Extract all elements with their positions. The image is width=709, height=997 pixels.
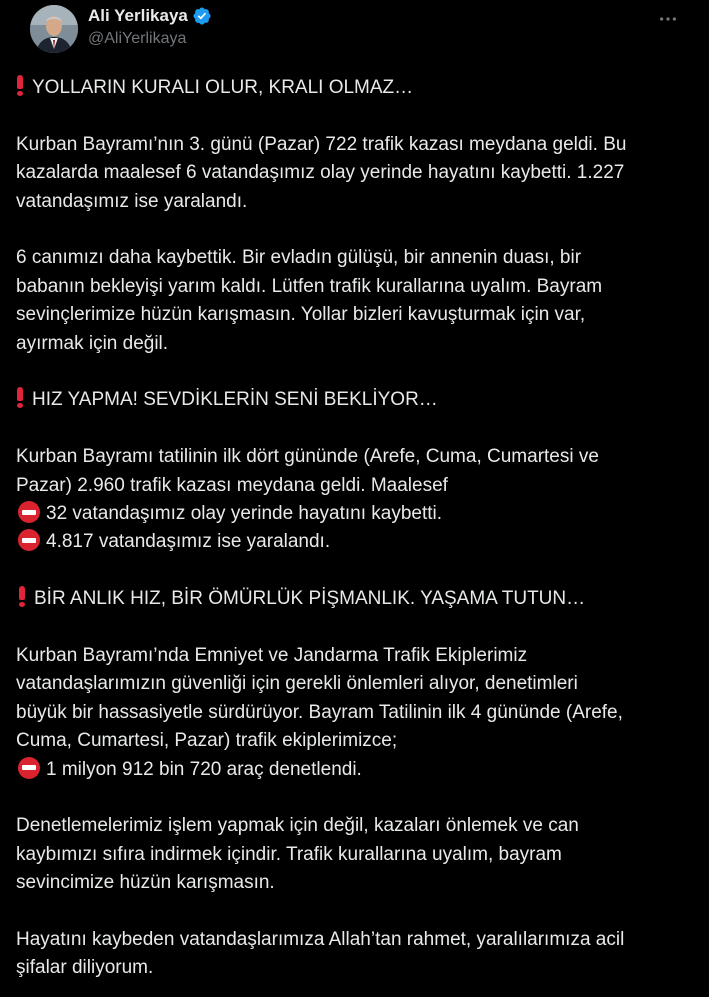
- paragraph-6-line: şifalar diliyorum.: [16, 957, 154, 979]
- red-exclamation-icon: [18, 585, 26, 607]
- paragraph-1-line: Kurban Bayramı’nın 3. günü (Pazar) 722 trafik kazası meydana geldi. Bu: [16, 133, 627, 155]
- display-name[interactable]: Ali Yerlikaya: [88, 6, 188, 25]
- avatar-portrait-icon: [30, 5, 78, 53]
- bullet-deaths: 32 vatandaşımız olay yerinde hayatını kaybetti.: [16, 500, 695, 528]
- more-options-icon[interactable]: [657, 8, 679, 30]
- paragraph-5-line: Denetlemelerimiz işlem yapmak için değil, kazaları önlemek ve can: [16, 815, 579, 837]
- heading-2: HIZ YAPMA! SEVDİKLERİN SENİ BEKLİYOR…: [6, 386, 695, 414]
- author-handle[interactable]: @AliYerlikaya: [88, 30, 187, 47]
- paragraph-4-line: vatandaşlarımızın güvenliği için gerekli önlemleri alıyor, denetimleri: [16, 673, 578, 695]
- paragraph-3-line: Pazar) 2.960 trafik kazası meydana geldi. Maalesef: [16, 474, 448, 496]
- name-row: [88, 4, 212, 28]
- avatar[interactable]: [30, 5, 78, 53]
- red-exclamation-icon: [16, 386, 24, 408]
- author-names: [88, 4, 212, 48]
- paragraph-5-line: kaybımızı sıfıra indirmek içindir. Trafik kurallarına uyalım, bayram: [16, 843, 562, 865]
- no-entry-icon: [18, 529, 40, 551]
- paragraph-2-line: 6 canımızı daha kaybettik. Bir evladın gülüşü, bir annenin duası, bir: [16, 247, 582, 269]
- verified-badge-icon[interactable]: [192, 6, 212, 26]
- paragraph-2-line: sevinçlerimize hüzün karışmasın. Yollar bizleri kavuşturmak için var,: [16, 304, 586, 326]
- paragraph-4-line: büyük bir hassasiyetle sürdürüyor. Bayram Tatilinin ilk 4 gününde (Arefe,: [16, 701, 623, 723]
- paragraph-6-line: Hayatını kaybeden vatandaşlarımıza Allah’tan rahmet, yaralılarımıza acil: [16, 929, 625, 951]
- paragraph-1-line: kazalarda maalesef 6 vatandaşımız olay yerinde hayatını kaybetti. 1.227: [16, 162, 625, 184]
- paragraph-4-line: Kurban Bayramı’nda Emniyet ve Jandarma Trafik Ekiplerimiz: [16, 645, 528, 667]
- paragraph-3-line: Kurban Bayramı tatilinin ilk dört gününde (Arefe, Cuma, Cumartesi ve: [16, 446, 599, 468]
- tweet-header: [16, 0, 695, 62]
- no-entry-icon: [18, 757, 40, 779]
- paragraph-2-line: babanın bekleyişi yarım kaldı. Lütfen trafik kurallarına uyalım. Bayram: [16, 275, 603, 297]
- paragraph-4-line: Cuma, Cumartesi, Pazar) trafik ekiplerimizce;: [16, 730, 398, 752]
- bullet-injured: 4.817 vatandaşımız ise yaralandı.: [16, 528, 695, 556]
- red-exclamation-icon: [16, 74, 24, 96]
- paragraph-1-line: vatandaşımız ise yaralandı.: [16, 190, 248, 212]
- heading-1: YOLLARIN KURALI OLUR, KRALI OLMAZ…: [6, 74, 695, 102]
- bullet-inspections: 1 milyon 912 bin 720 araç denetlendi.: [16, 756, 695, 784]
- paragraph-5-line: sevincimize hüzün karışmasın.: [16, 872, 275, 894]
- no-entry-icon: [18, 501, 40, 523]
- tweet-text: [16, 74, 695, 983]
- paragraph-2-line: ayırmak için değil.: [16, 332, 169, 354]
- heading-3: BİR ANLIK HIZ, BİR ÖMÜRLÜK PİŞMANLIK. YAŞAMA TUTUN…: [8, 585, 695, 613]
